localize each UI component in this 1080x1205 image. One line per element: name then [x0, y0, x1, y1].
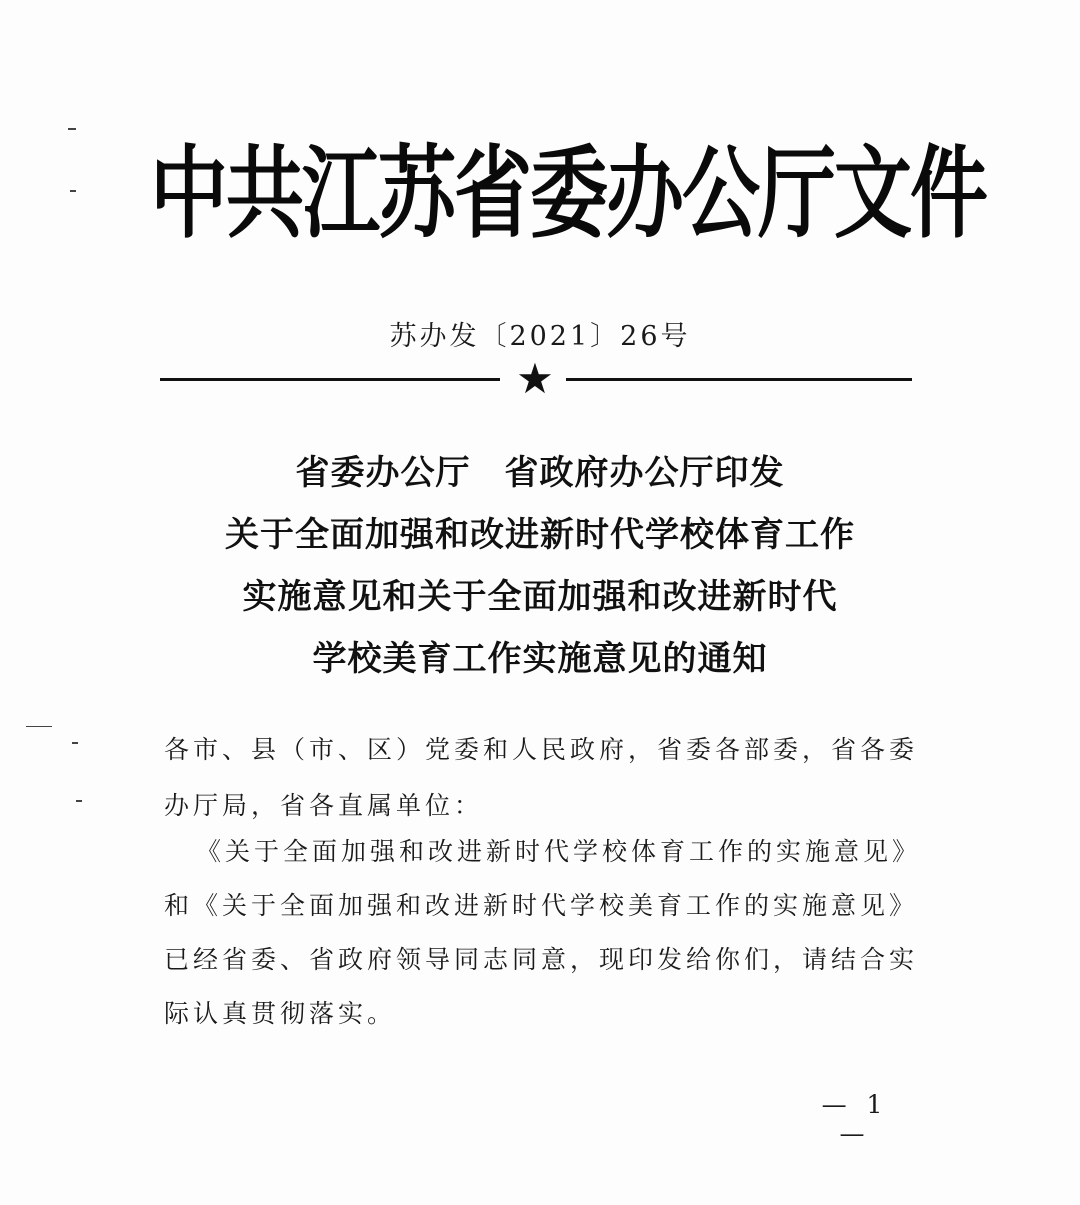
body-line-4: 际认真贯彻落实。	[164, 999, 397, 1028]
title-issuer-a: 省委办公厅	[295, 453, 471, 493]
body-line-2: 和《关于全面加强和改进新时代学校美育工作的实施意见》	[164, 891, 919, 920]
body-line-1: 《关于全面加强和改进新时代学校体育工作的实施意见》	[196, 837, 922, 866]
separator-rule-right	[566, 378, 912, 381]
addressee-line-2: 办厅局，省各直属单位：	[164, 791, 484, 820]
document-masthead: 中共江苏省委办公厅文件	[150, 137, 987, 253]
binding-mark	[68, 128, 76, 130]
binding-mark	[76, 800, 82, 802]
title-line-2: 关于全面加强和改进新时代学校体育工作	[225, 515, 855, 555]
binding-mark	[70, 190, 76, 192]
page-number: — 1 —	[821, 1090, 889, 1148]
addressee-line-1: 各市、县（市、区）党委和人民政府，省委各部委，省各委	[164, 735, 919, 764]
binding-mark	[72, 742, 78, 744]
title-line-4: 学校美育工作实施意见的通知	[312, 639, 768, 679]
document-number: 苏办发〔2021〕26号	[389, 321, 691, 352]
star-icon: ★	[516, 354, 554, 403]
body-line-3: 已经省委、省政府领导同志同意，现印发给你们，请结合实	[164, 945, 919, 974]
title-issuer-b: 省政府办公厅印发	[504, 453, 785, 493]
binding-mark	[26, 726, 52, 727]
title-line-3: 实施意见和关于全面加强和改进新时代	[242, 577, 838, 617]
title-line-issuers	[150, 442, 930, 504]
document-title	[150, 442, 930, 690]
separator-rule-left	[160, 378, 500, 381]
